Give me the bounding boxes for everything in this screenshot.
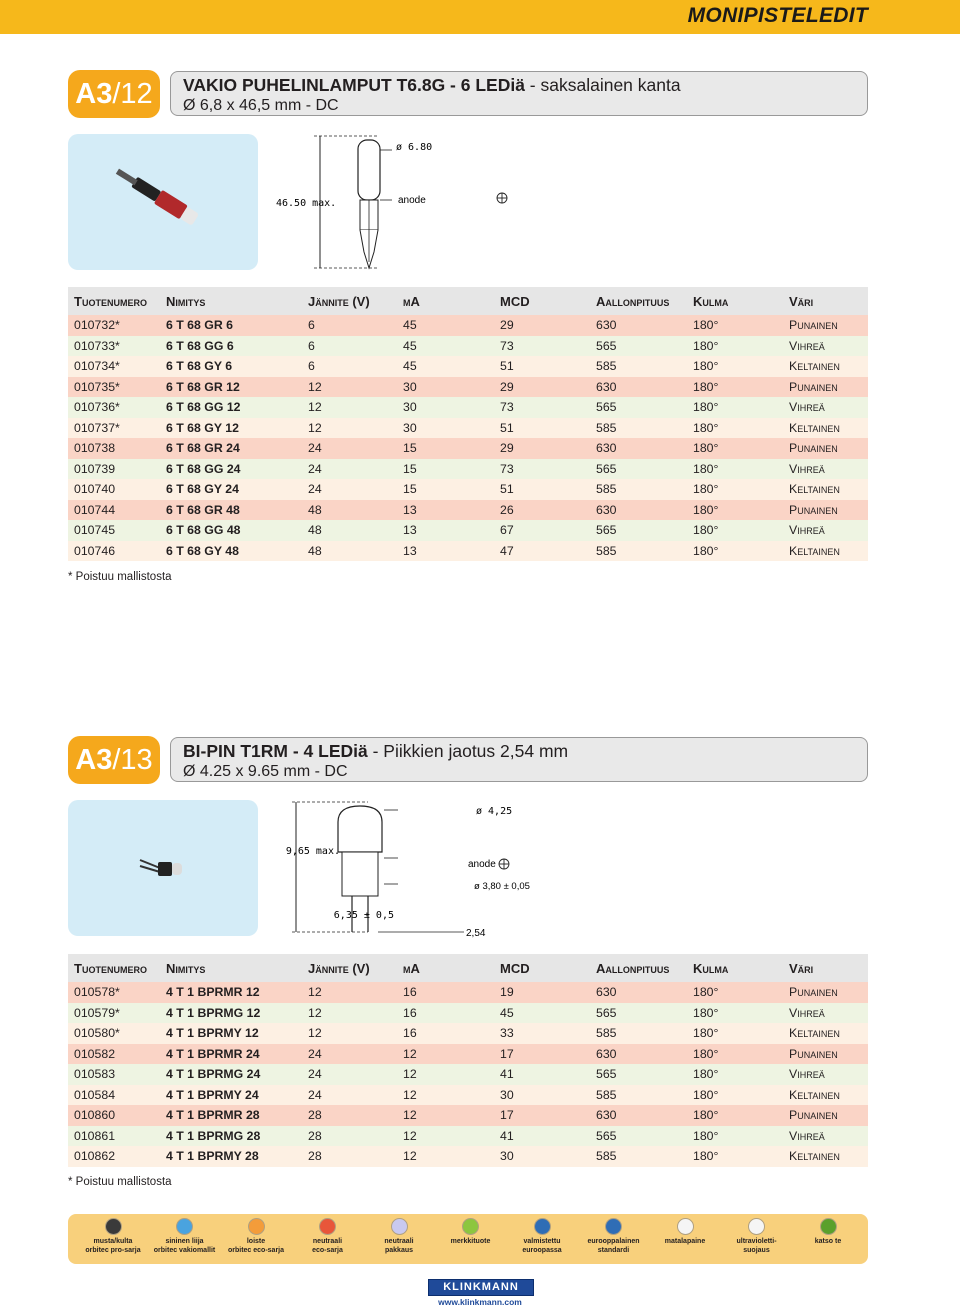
product-name: 4 T 1 BPRMG 24 [160, 1064, 302, 1085]
column-header: Tuotenumero [68, 287, 160, 315]
product-number: 010862 [68, 1146, 160, 1167]
column-header: Nimitys [160, 287, 302, 315]
product-name: 6 T 68 GY 6 [160, 356, 302, 377]
mcd: 29 [494, 377, 590, 398]
legend-label: katso te [814, 1238, 842, 1245]
color: Punainen [783, 315, 868, 336]
table-row [68, 418, 868, 439]
legend-label-2: orbitec pro-sarja [85, 1246, 141, 1254]
table-body [68, 315, 868, 561]
mcd: 26 [494, 500, 590, 521]
voltage: 48 [302, 520, 397, 541]
mcd: 73 [494, 336, 590, 357]
table-row [68, 479, 868, 500]
wavelength: 565 [590, 336, 687, 357]
voltage: 12 [302, 397, 397, 418]
product-number: 010735* [68, 377, 160, 398]
section-header-a3-12 [170, 71, 868, 116]
product-number: 010737* [68, 418, 160, 439]
mcd: 47 [494, 541, 590, 562]
website-link[interactable]: www.klinkmann.com [438, 1297, 522, 1307]
column-header: MCD [494, 287, 590, 315]
column-header: Kulma [687, 287, 783, 315]
voltage: 6 [302, 356, 397, 377]
color: Punainen [783, 377, 868, 398]
table-row [68, 1146, 868, 1167]
length-label: 9,65 max. [285, 846, 340, 857]
diagram-a3-12 [68, 134, 868, 274]
column-header: Jännite (V) [302, 954, 397, 982]
table-header [68, 287, 868, 315]
wavelength: 630 [590, 1105, 687, 1126]
page-title: MONIPISTELEDIT [687, 4, 868, 27]
mcd: 17 [494, 1105, 590, 1126]
length-label: 46.50 max. [276, 198, 337, 209]
legend-symbol-icon [319, 1218, 336, 1235]
color: Keltainen [783, 541, 868, 562]
legend-item [434, 1218, 508, 1247]
voltage: 28 [302, 1146, 397, 1167]
product-name: 6 T 68 GG 12 [160, 397, 302, 418]
product-number: 010583 [68, 1064, 160, 1085]
product-name: 4 T 1 BPRMY 24 [160, 1085, 302, 1106]
color: Vihreä [783, 1003, 868, 1024]
product-number: 010579* [68, 1003, 160, 1024]
table-row [68, 1126, 868, 1147]
color: Keltainen [783, 356, 868, 377]
brand-logo: KLINKMANN [428, 1279, 534, 1296]
section-subtitle: Ø 4.25 x 9.65 mm - DC [183, 763, 348, 780]
legend-label: neutraali [384, 1238, 414, 1245]
diameter-label: ø 6.80 [396, 142, 433, 153]
column-header: mA [397, 954, 494, 982]
color: Vihreä [783, 459, 868, 480]
color: Punainen [783, 438, 868, 459]
current-ma: 12 [397, 1126, 494, 1147]
table-body [68, 982, 868, 1167]
voltage: 12 [302, 982, 397, 1003]
current-ma: 15 [397, 479, 494, 500]
legend-bar [68, 1214, 868, 1264]
current-ma: 30 [397, 377, 494, 398]
product-number: 010584 [68, 1085, 160, 1106]
angle: 180° [687, 418, 783, 439]
product-name: 4 T 1 BPRMR 24 [160, 1044, 302, 1065]
voltage: 24 [302, 438, 397, 459]
voltage: 48 [302, 500, 397, 521]
legend-symbol-icon [605, 1218, 622, 1235]
legend-label-2: euroopassa [522, 1246, 562, 1254]
table-row [68, 1023, 868, 1044]
legend-item [791, 1218, 865, 1247]
current-ma: 12 [397, 1146, 494, 1167]
angle: 180° [687, 336, 783, 357]
mcd: 51 [494, 418, 590, 439]
legend-label: eurooppalainen [587, 1238, 640, 1245]
mcd: 19 [494, 982, 590, 1003]
table-row [68, 397, 868, 418]
product-number: 010733* [68, 336, 160, 357]
legend-label-2: eco-sarja [312, 1246, 343, 1254]
legend-item [505, 1218, 579, 1255]
color: Keltainen [783, 418, 868, 439]
pin-diameter-label: ø 3,80 ± 0,05 [474, 881, 530, 892]
product-name: 4 T 1 BPRMY 12 [160, 1023, 302, 1044]
section-title: BI-PIN T1RM - 4 LEDiä [183, 741, 368, 761]
angle: 180° [687, 1105, 783, 1126]
wavelength: 630 [590, 500, 687, 521]
angle: 180° [687, 1126, 783, 1147]
product-name: 6 T 68 GR 48 [160, 500, 302, 521]
column-header: Aallonpituus [590, 287, 687, 315]
diameter-label: ø 4,25 [476, 806, 513, 817]
legend-symbol-icon [748, 1218, 765, 1235]
legend-symbol-icon [176, 1218, 193, 1235]
telephone-lamp-image [68, 134, 258, 270]
voltage: 48 [302, 541, 397, 562]
mcd: 29 [494, 315, 590, 336]
legend-label-2: suojaus [743, 1246, 770, 1254]
wavelength: 585 [590, 356, 687, 377]
section-code-sub: /12 [112, 78, 153, 110]
table-row [68, 500, 868, 521]
column-header: Aallonpituus [590, 954, 687, 982]
legend-label: matalapaine [664, 1238, 706, 1245]
dimension-drawing [276, 134, 508, 274]
current-ma: 45 [397, 336, 494, 357]
current-ma: 45 [397, 315, 494, 336]
product-number: 010861 [68, 1126, 160, 1147]
product-name: 6 T 68 GR 12 [160, 377, 302, 398]
product-number: 010580* [68, 1023, 160, 1044]
voltage: 28 [302, 1126, 397, 1147]
angle: 180° [687, 377, 783, 398]
product-table-a3-13 [68, 954, 868, 1167]
product-number: 010578* [68, 982, 160, 1003]
current-ma: 16 [397, 1023, 494, 1044]
wavelength: 565 [590, 1126, 687, 1147]
wavelength: 565 [590, 1064, 687, 1085]
legend-item [148, 1218, 222, 1255]
wavelength: 630 [590, 377, 687, 398]
table-row [68, 438, 868, 459]
product-name: 4 T 1 BPRMR 28 [160, 1105, 302, 1126]
color: Punainen [783, 500, 868, 521]
diagram-a3-13 [68, 800, 868, 942]
section-subtitle: Ø 6,8 x 46,5 mm - DC [183, 97, 339, 114]
wavelength: 585 [590, 1146, 687, 1167]
mcd: 73 [494, 459, 590, 480]
product-number: 010736* [68, 397, 160, 418]
legend-item [291, 1218, 365, 1255]
angle: 180° [687, 1064, 783, 1085]
section-header-a3-13 [170, 737, 868, 782]
table-header [68, 954, 868, 982]
product-number: 010744 [68, 500, 160, 521]
wavelength: 565 [590, 397, 687, 418]
table-row [68, 541, 868, 562]
angle: 180° [687, 500, 783, 521]
product-name: 4 T 1 BPRMG 12 [160, 1003, 302, 1024]
voltage: 24 [302, 479, 397, 500]
angle: 180° [687, 982, 783, 1003]
section-code-a3-12 [68, 70, 160, 118]
dimension-drawing [258, 800, 558, 942]
legend-label: valmistettu [523, 1238, 561, 1245]
table-row [68, 377, 868, 398]
wavelength: 585 [590, 479, 687, 500]
section-title: VAKIO PUHELINLAMPUT T6.8G - 6 LEDiä [183, 75, 525, 95]
current-ma: 45 [397, 356, 494, 377]
wavelength: 630 [590, 982, 687, 1003]
wavelength: 565 [590, 520, 687, 541]
voltage: 12 [302, 418, 397, 439]
mcd: 17 [494, 1044, 590, 1065]
product-number: 010746 [68, 541, 160, 562]
current-ma: 12 [397, 1064, 494, 1085]
voltage: 24 [302, 1044, 397, 1065]
table-row [68, 1064, 868, 1085]
mcd: 73 [494, 397, 590, 418]
current-ma: 12 [397, 1044, 494, 1065]
angle: 180° [687, 397, 783, 418]
current-ma: 13 [397, 500, 494, 521]
column-header: Väri [783, 954, 868, 982]
mcd: 51 [494, 479, 590, 500]
section-code-sub: /13 [112, 744, 153, 776]
table-row [68, 1044, 868, 1065]
product-name: 6 T 68 GY 24 [160, 479, 302, 500]
color: Vihreä [783, 397, 868, 418]
footnote: * Poistuu mallistosta [68, 571, 172, 583]
voltage: 12 [302, 377, 397, 398]
product-number: 010739 [68, 459, 160, 480]
voltage: 6 [302, 315, 397, 336]
legend-label: loiste [246, 1238, 266, 1245]
column-header: Jännite (V) [302, 287, 397, 315]
legend-label: merkkituote [450, 1238, 491, 1245]
legend-label-2: standardi [597, 1246, 630, 1254]
legend-symbol-icon [534, 1218, 551, 1235]
anode-label: anode [468, 859, 496, 870]
column-header: mA [397, 287, 494, 315]
product-number: 010745 [68, 520, 160, 541]
section-title-rest: - saksalainen kanta [524, 75, 681, 95]
color: Keltainen [783, 1085, 868, 1106]
product-name: 6 T 68 GR 6 [160, 315, 302, 336]
angle: 180° [687, 1003, 783, 1024]
product-number: 010740 [68, 479, 160, 500]
wavelength: 565 [590, 459, 687, 480]
product-photo [68, 134, 258, 270]
wavelength: 630 [590, 438, 687, 459]
table-row [68, 315, 868, 336]
table-row [68, 520, 868, 541]
legend-item [577, 1218, 651, 1255]
column-header: Nimitys [160, 954, 302, 982]
legend-item [219, 1218, 293, 1255]
wavelength: 585 [590, 418, 687, 439]
table-row [68, 336, 868, 357]
angle: 180° [687, 1023, 783, 1044]
table-row [68, 1085, 868, 1106]
legend-label-2: orbitec eco-sarja [227, 1246, 285, 1254]
footnote: * Poistuu mallistosta [68, 1176, 172, 1188]
angle: 180° [687, 541, 783, 562]
current-ma: 12 [397, 1105, 494, 1126]
legend-label: sininen liija [165, 1238, 204, 1245]
column-header: Tuotenumero [68, 954, 160, 982]
legend-symbol-icon [105, 1218, 122, 1235]
bipin-lamp-image [68, 800, 258, 936]
angle: 180° [687, 520, 783, 541]
color: Vihreä [783, 336, 868, 357]
angle: 180° [687, 1044, 783, 1065]
product-number: 010860 [68, 1105, 160, 1126]
legend-label-2: pakkaus [384, 1246, 414, 1254]
section-code-main: A3 [75, 78, 113, 110]
product-name: 6 T 68 GG 48 [160, 520, 302, 541]
legend-item [362, 1218, 436, 1255]
wavelength: 630 [590, 315, 687, 336]
product-name: 4 T 1 BPRMR 12 [160, 982, 302, 1003]
color: Keltainen [783, 1023, 868, 1044]
table-row [68, 356, 868, 377]
voltage: 24 [302, 1064, 397, 1085]
column-header: Väri [783, 287, 868, 315]
current-ma: 30 [397, 397, 494, 418]
angle: 180° [687, 459, 783, 480]
legend-item [720, 1218, 794, 1255]
wavelength: 630 [590, 1044, 687, 1065]
legend-label: ultravioletti- [736, 1238, 777, 1245]
product-table-a3-12 [68, 287, 868, 561]
current-ma: 13 [397, 541, 494, 562]
table-row [68, 982, 868, 1003]
table-row [68, 1105, 868, 1126]
column-header: Kulma [687, 954, 783, 982]
legend-symbol-icon [391, 1218, 408, 1235]
voltage: 24 [302, 1085, 397, 1106]
mcd: 41 [494, 1126, 590, 1147]
color: Keltainen [783, 1146, 868, 1167]
product-number: 010738 [68, 438, 160, 459]
color: Punainen [783, 1044, 868, 1065]
wavelength: 585 [590, 541, 687, 562]
color: Vihreä [783, 1064, 868, 1085]
mcd: 33 [494, 1023, 590, 1044]
anode-label: anode [398, 195, 426, 206]
legend-label: musta/kulta [93, 1238, 133, 1245]
angle: 180° [687, 315, 783, 336]
current-ma: 16 [397, 982, 494, 1003]
product-name: 6 T 68 GG 24 [160, 459, 302, 480]
product-number: 010582 [68, 1044, 160, 1065]
color: Vihreä [783, 1126, 868, 1147]
legend-symbol-icon [248, 1218, 265, 1235]
current-ma: 16 [397, 1003, 494, 1024]
product-number: 010732* [68, 315, 160, 336]
pin-length-label: 6,35 ± 0,5 [333, 910, 394, 921]
column-header: MCD [494, 954, 590, 982]
mcd: 30 [494, 1146, 590, 1167]
legend-label: neutraali [312, 1238, 343, 1245]
voltage: 6 [302, 336, 397, 357]
current-ma: 15 [397, 459, 494, 480]
product-number: 010734* [68, 356, 160, 377]
product-name: 4 T 1 BPRMG 28 [160, 1126, 302, 1147]
table-row [68, 459, 868, 480]
legend-item [76, 1218, 150, 1255]
wavelength: 565 [590, 1003, 687, 1024]
legend-symbol-icon [820, 1218, 837, 1235]
color: Punainen [783, 1105, 868, 1126]
legend-item [648, 1218, 722, 1247]
color: Punainen [783, 982, 868, 1003]
angle: 180° [687, 438, 783, 459]
legend-symbol-icon [677, 1218, 694, 1235]
current-ma: 30 [397, 418, 494, 439]
top-banner [0, 0, 960, 34]
section-code-a3-13 [68, 736, 160, 784]
legend-label-2: orbitec vakiomallit [153, 1246, 216, 1254]
mcd: 41 [494, 1064, 590, 1085]
product-name: 6 T 68 GG 6 [160, 336, 302, 357]
table-row [68, 1003, 868, 1024]
voltage: 24 [302, 459, 397, 480]
current-ma: 13 [397, 520, 494, 541]
product-name: 6 T 68 GY 48 [160, 541, 302, 562]
mcd: 29 [494, 438, 590, 459]
pitch-label: 2,54 [466, 928, 486, 939]
voltage: 12 [302, 1023, 397, 1044]
section-code-main: A3 [75, 744, 113, 776]
wavelength: 585 [590, 1023, 687, 1044]
mcd: 51 [494, 356, 590, 377]
voltage: 28 [302, 1105, 397, 1126]
mcd: 45 [494, 1003, 590, 1024]
mcd: 67 [494, 520, 590, 541]
current-ma: 12 [397, 1085, 494, 1106]
mcd: 30 [494, 1085, 590, 1106]
product-name: 6 T 68 GR 24 [160, 438, 302, 459]
voltage: 12 [302, 1003, 397, 1024]
angle: 180° [687, 479, 783, 500]
section-title-rest: - Piikkien jaotus 2,54 mm [367, 741, 569, 761]
product-name: 6 T 68 GY 12 [160, 418, 302, 439]
color: Keltainen [783, 479, 868, 500]
angle: 180° [687, 1085, 783, 1106]
legend-symbol-icon [462, 1218, 479, 1235]
angle: 180° [687, 1146, 783, 1167]
color: Vihreä [783, 520, 868, 541]
product-photo [68, 800, 258, 936]
current-ma: 15 [397, 438, 494, 459]
wavelength: 585 [590, 1085, 687, 1106]
angle: 180° [687, 356, 783, 377]
product-name: 4 T 1 BPRMY 28 [160, 1146, 302, 1167]
